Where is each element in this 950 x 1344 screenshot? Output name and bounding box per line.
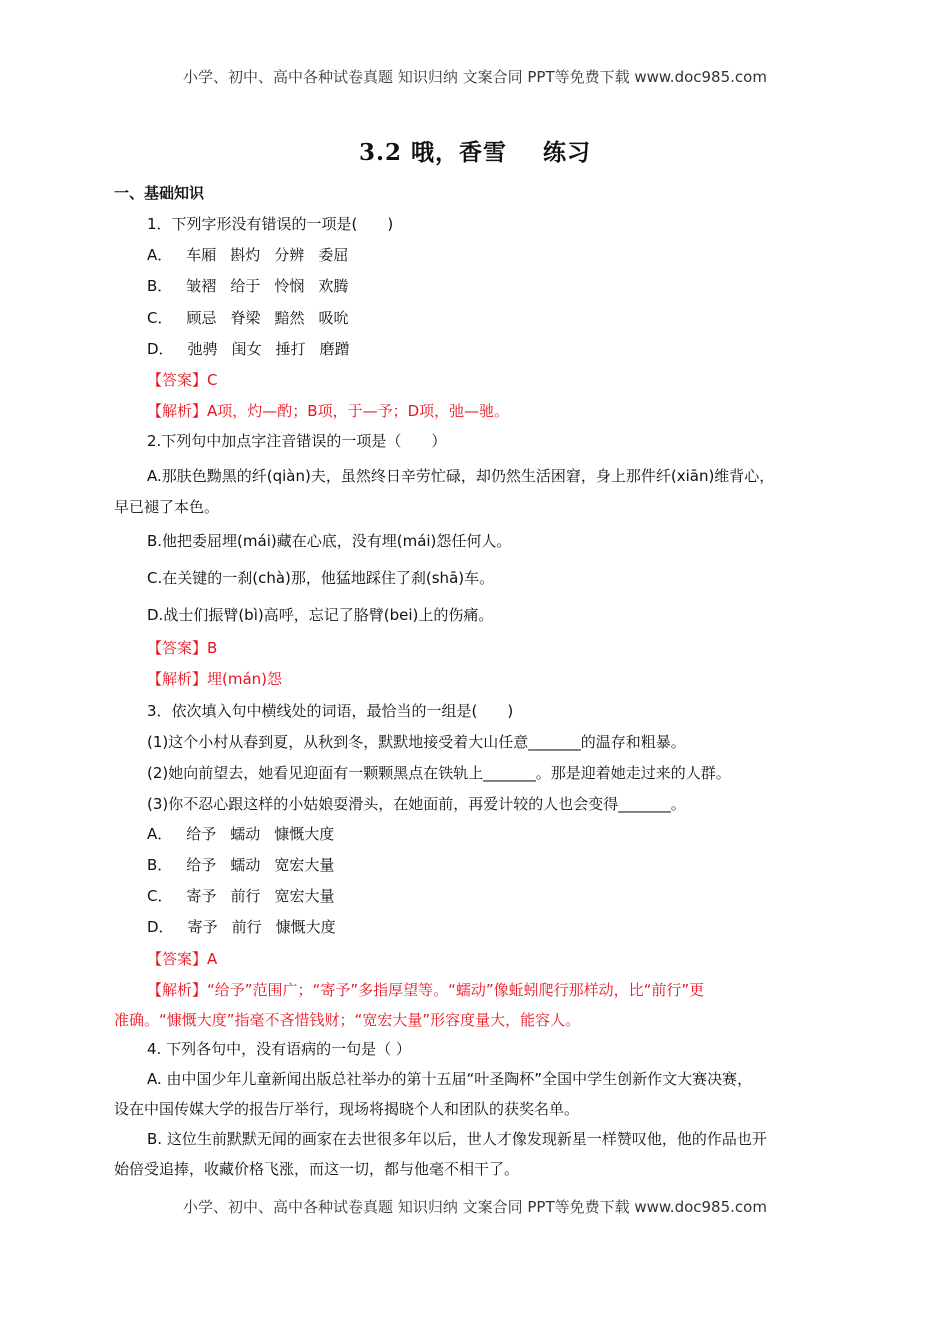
q2-option-a-line1: A.那肤色黝黑的纤(qiàn)夫，虽然终日辛劳忙碌，却仍然生活困窘，身上那件纤(xiān)维背心， [147,467,775,485]
q4-option-b-line2: 始倍受追捧，收藏价格飞涨，而这一切，都与他毫不相干了。 [114,1160,520,1178]
q2-option-c: C.在关键的一刹(chà)那，他猛地踩住了刹(shā)车。 [147,569,495,587]
q3-sentence-3: (3)你不忍心跟这样的小姑娘耍滑头，在她面前，再爱计较的人也会变得_______。 [147,795,686,813]
page-title [0,134,950,167]
q1-stem: 1．下列字形没有错误的一项是( ) [147,215,394,233]
page-header: 小学、初中、高中各种试卷真题 知识归纳 文案合同 PPT等免费下载 www.doc985.com [183,68,767,86]
q1-option-a: A． 车厢 斟灼 分辨 委屈 [147,246,349,264]
q3-sentence-2: (2)她向前望去，她看见迎面有一颗颗黑点在铁轨上_______。那是迎着她走过来的人群。 [147,764,731,782]
q4-option-a-line1: A. 由中国少年儿童新闻出版总社举办的第十五届“叶圣陶杯”全国中学生创新作文大赛决赛， [147,1070,753,1088]
q3-answer: 【答案】A [147,950,218,968]
q3-option-a: A． 给予 蠕动 慷慨大度 [147,825,335,843]
q1-answer: 【答案】C [147,371,218,389]
q1-option-b: B． 皱褶 给于 怜悯 欢腾 [147,277,349,295]
page-footer: 小学、初中、高中各种试卷真题 知识归纳 文案合同 PPT等免费下载 www.doc985.com [183,1198,767,1216]
q2-analysis: 【解析】埋(mán)怨 [147,670,283,688]
title-sub: 练习 [543,139,592,166]
section-heading: 一、基础知识 [114,184,205,202]
q4-option-a-line2: 设在中国传媒大学的报告厅举行，现场将揭晓个人和团队的获奖名单。 [114,1100,580,1118]
q2-option-d: D.战士们振臂(bì)高呼，忘记了胳臂(bei)上的伤痛。 [147,606,494,624]
q4-option-b-line1: B. 这位生前默默无闻的画家在去世很多年以后，世人才像发现新星一样赞叹他，他的作品也开 [147,1130,767,1148]
q4-stem: 4. 下列各句中，没有语病的一句是（ ） [147,1040,411,1058]
q2-option-b: B.他把委屈埋(mái)藏在心底，没有埋(mái)怨任何人。 [147,532,512,550]
q1-analysis: 【解析】A项，灼—酌；B项，于—予；D项，弛—驰。 [147,402,510,420]
q3-option-d: D． 寄予 前行 慷慨大度 [147,918,336,936]
q2-answer: 【答案】B [147,639,218,657]
q3-option-b: B． 给予 蠕动 宽宏大量 [147,856,335,874]
q3-option-c: C． 寄予 前行 宽宏大量 [147,887,335,905]
q1-option-d: D． 弛骋 闺女 捶打 磨蹭 [147,340,350,358]
title-main: 3.2 哦，香雪 [358,139,508,166]
q2-stem: 2.下列句中加点字注音错误的一项是（ ） [147,432,447,450]
q1-option-c: C． 顾忌 脊梁 黯然 吸吮 [147,309,349,327]
q3-stem: 3．依次填入句中横线处的词语，最恰当的一组是( ) [147,702,514,720]
q3-analysis-line1: 【解析】“给予”范围广；“寄予”多指厚望等。“蠕动”像蚯蚓爬行那样动，比“前行”更 [147,981,705,999]
q2-option-a-line2: 早已褪了本色。 [114,498,220,516]
q3-sentence-1: (1)这个小村从春到夏，从秋到冬，默默地接受着大山任意_______的温存和粗暴。 [147,733,686,751]
q3-analysis-line2: 准确。“慷慨大度”指毫不吝惜钱财；“宽宏大量”形容度量大，能容人。 [114,1011,581,1029]
